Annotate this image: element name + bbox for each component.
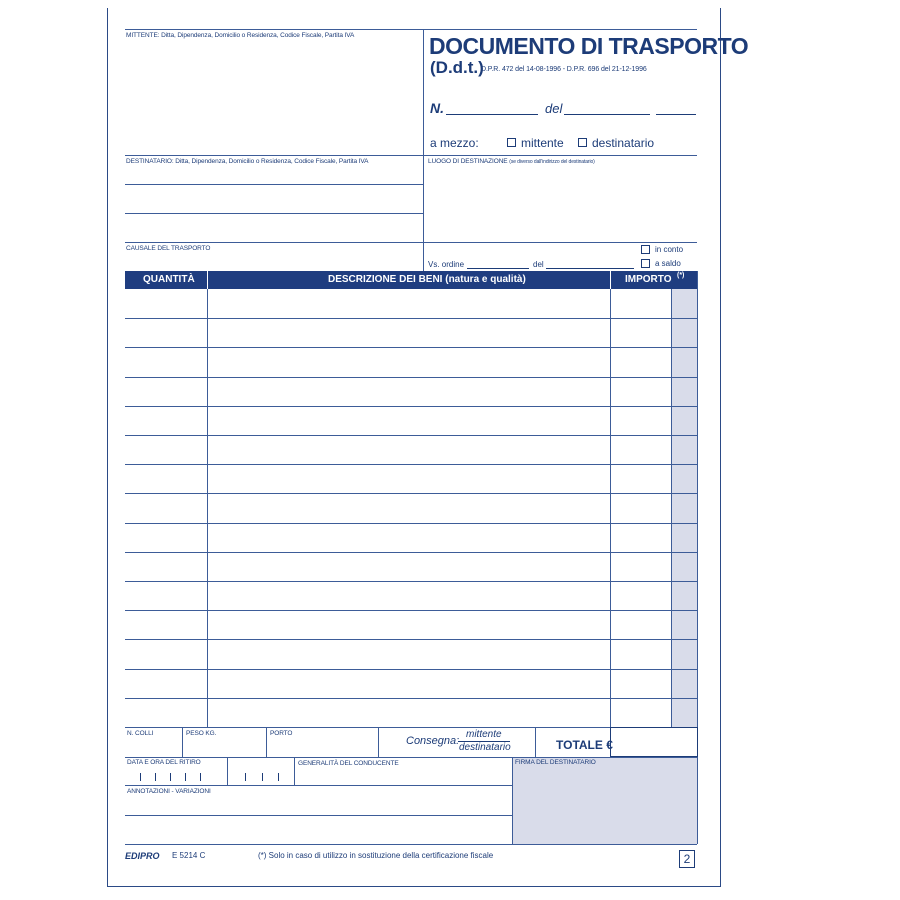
n-colli-label: N. COLLI [127, 730, 154, 737]
destinatario-line-1 [125, 184, 423, 185]
destinatario-option-label: destinatario [592, 136, 655, 150]
table-row[interactable] [125, 406, 697, 407]
footer-sep-6 [294, 757, 295, 785]
header-sep-2 [610, 271, 611, 289]
header-sep-1 [207, 271, 208, 289]
table-row[interactable] [125, 464, 697, 465]
footer-sep-4 [535, 727, 536, 757]
header-divider [423, 29, 424, 271]
vs-ordine-del-label: del [533, 260, 544, 269]
annotazioni-line [125, 815, 512, 816]
footer-sep-5 [227, 757, 228, 785]
data-ritiro-label: DATA E ORA DEL RITIRO [127, 759, 201, 766]
date-label: del [545, 101, 563, 116]
col-descrizione: DESCRIZIONE DEI BENI (natura e qualità) [328, 274, 526, 285]
ritiro-tick [155, 773, 156, 781]
brand-logo: EDIPRO [125, 851, 160, 861]
a-mezzo-label: a mezzo: [430, 136, 479, 150]
page-number: 2 [679, 850, 695, 868]
top-rule [125, 29, 697, 30]
firma-shade [512, 758, 697, 844]
vs-ordine-label: Vs. ordine [428, 260, 465, 269]
importo-note: (*) [677, 272, 685, 279]
table-row[interactable] [125, 435, 697, 436]
table-right-edge [697, 271, 698, 757]
footer-sep-3 [378, 727, 379, 757]
col-quantita: QUANTITÀ [143, 274, 195, 285]
footer-rule-3 [125, 785, 512, 786]
totale-box[interactable] [610, 727, 698, 757]
ritiro-tick [262, 773, 263, 781]
footer-sep-2 [266, 727, 267, 757]
table-row[interactable] [125, 669, 697, 670]
ritiro-tick [245, 773, 246, 781]
ritiro-tick [200, 773, 201, 781]
in-conto-checkbox[interactable] [641, 245, 650, 254]
table-row[interactable] [125, 581, 697, 582]
importo-cents-shade [671, 289, 697, 727]
table-row[interactable] [125, 552, 697, 553]
fiscal-note: (*) Solo in caso di utilizzo in sostituzione della certificazione fiscale [258, 851, 494, 860]
rule-destinatario [125, 155, 697, 156]
mittente-checkbox[interactable] [507, 138, 516, 147]
ritiro-tick [185, 773, 186, 781]
porto-label: PORTO [270, 730, 293, 737]
vs-ordine-date-field[interactable] [546, 268, 634, 269]
ritiro-tick [140, 773, 141, 781]
number-label: N. [430, 100, 444, 116]
footer-sep-1 [182, 727, 183, 757]
peso-label: PESO KG. [186, 730, 217, 737]
date-extra-field[interactable] [656, 114, 696, 115]
table-col-line-2 [610, 289, 611, 757]
dpr-reference: D.P.R. 472 del 14-08-1996 - D.P.R. 696 del 21-12-1996 [481, 66, 647, 73]
totale-label: TOTALE € [556, 738, 613, 752]
table-row[interactable] [125, 347, 697, 348]
table-col-line-3 [671, 289, 672, 727]
ritiro-tick [278, 773, 279, 781]
table-col-line-1 [207, 289, 208, 727]
firma-label: FIRMA DEL DESTINATARIO [515, 759, 596, 766]
consegna-mittente: mittente [466, 729, 502, 740]
destinatario-label: DESTINATARIO: Ditta, Dipendenza, Domicilio o Residenza, Codice Fiscale, Partita IVA [126, 158, 369, 165]
causale-label: CAUSALE DEL TRASPORTO [126, 245, 211, 252]
table-row[interactable] [125, 377, 697, 378]
document-title: DOCUMENTO DI TRASPORTO [429, 33, 749, 59]
table-row[interactable] [125, 318, 697, 319]
rule-causale [125, 242, 697, 243]
table-header [125, 271, 697, 289]
table-row[interactable] [125, 698, 697, 699]
annotazioni-label: ANNOTAZIONI - VARIAZIONI [127, 788, 211, 795]
footer-bottom-rule [125, 844, 697, 845]
table-row[interactable] [125, 493, 697, 494]
consegna-label: Consegna: [406, 735, 460, 747]
date-field[interactable] [564, 114, 650, 115]
in-conto-label: in conto [655, 245, 684, 254]
destinatario-line-2 [125, 213, 423, 214]
table-row[interactable] [125, 610, 697, 611]
table-row[interactable] [125, 639, 697, 640]
destinatario-checkbox[interactable] [578, 138, 587, 147]
col-importo: IMPORTO [625, 274, 672, 285]
mittente-label: MITTENTE: Ditta, Dipendenza, Domicilio o Residenza, Codice Fiscale, Partita IVA [126, 32, 355, 39]
firma-right-edge [697, 757, 698, 844]
ddt-label: (D.d.t.) [430, 58, 484, 77]
consegna-destinatario: destinatario [459, 742, 511, 753]
mittente-option-label: mittente [521, 136, 564, 150]
ritiro-tick [170, 773, 171, 781]
luogo-label: LUOGO DI DESTINAZIONE (se diverso dall'indirizzo del destinatario) [428, 158, 595, 165]
number-field[interactable] [446, 114, 538, 115]
vs-ordine-field[interactable] [467, 268, 529, 269]
product-code: E 5214 C [172, 851, 206, 860]
conducente-label: GENERALITÀ DEL CONDUCENTE [298, 760, 399, 767]
a-saldo-checkbox[interactable] [641, 259, 650, 268]
table-row[interactable] [125, 523, 697, 524]
firma-left-edge [512, 757, 513, 844]
a-saldo-label: a saldo [655, 259, 681, 268]
